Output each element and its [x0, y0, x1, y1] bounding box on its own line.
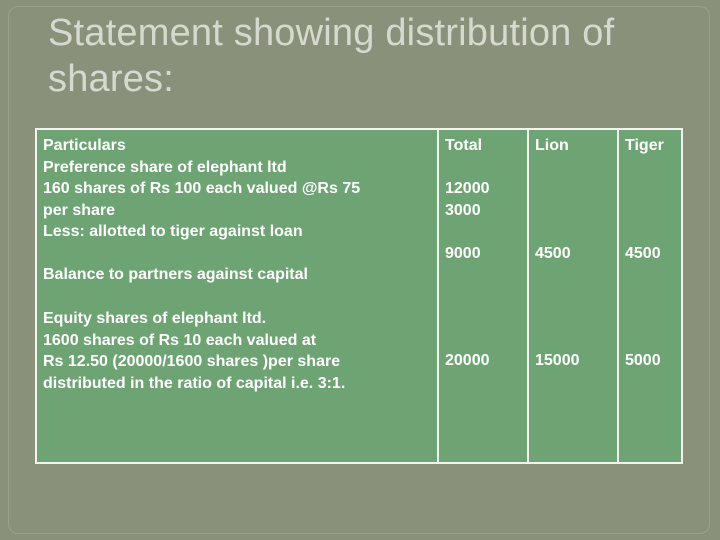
equity-lion: 15000 — [535, 352, 580, 369]
slide-title — [48, 10, 688, 102]
distribution-table — [35, 128, 683, 464]
header-tiger: Tiger — [625, 137, 664, 154]
pref-line4: Less: allotted to tiger against loan — [43, 223, 303, 240]
pref-total-value: 12000 — [445, 180, 490, 197]
pref-line3: per share — [43, 201, 116, 219]
column-divider-total — [437, 130, 439, 462]
pref-line1: Preference share of elephant ltd — [43, 158, 287, 176]
equity-line1: Equity shares of elephant ltd. — [43, 310, 267, 327]
balance-total: 9000 — [445, 245, 481, 262]
header-lion: Lion — [535, 137, 569, 154]
equity-total: 20000 — [445, 352, 490, 369]
slide-title-line2: shares: — [48, 58, 175, 100]
pref-line2: 160 shares of Rs 100 each valued @Rs 75 — [43, 180, 361, 197]
equity-tiger: 5000 — [625, 352, 661, 369]
equity-line3: Rs 12.50 (20000/1600 shares )per share — [43, 353, 341, 370]
equity-line2: 1600 shares of Rs 10 each valued at — [43, 331, 317, 349]
header-total: Total — [445, 137, 483, 154]
slide-title-line1: Statement showing distribution of — [48, 12, 615, 54]
equity-line4: distributed in the ratio of capital i.e. 3:1. — [43, 374, 346, 392]
column-divider-lion — [527, 130, 529, 462]
balance-tiger: 4500 — [625, 245, 661, 262]
balance-label: Balance to partners against capital — [43, 266, 308, 283]
pref-total-less: 3000 — [445, 201, 481, 219]
balance-lion: 4500 — [535, 245, 571, 262]
header-particulars: Particulars — [43, 137, 126, 154]
column-divider-tiger — [617, 130, 619, 462]
